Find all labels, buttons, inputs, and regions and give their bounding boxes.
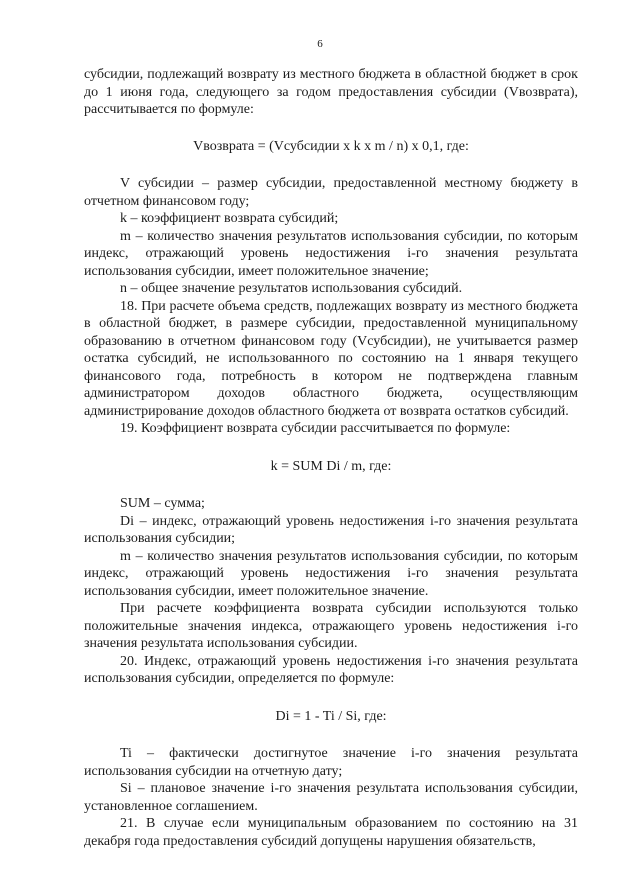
definition-vsubsidii: V субсидии – размер субсидии, предоставленной местному бюджету в отчетном финансовом году; — [84, 176, 578, 209]
definition-si: Si – плановое значение i-го значения результата использования субсидии, установленное соглашением. — [84, 781, 578, 814]
paragraph-20: 20. Индекс, отражающий уровень недостижения i-го значения результата использования субсидии, определяется по формуле: — [84, 653, 578, 686]
paragraph-19: 19. Коэффициент возврата субсидии рассчитывается по формуле: — [120, 421, 511, 436]
definition-n: n – общее значение результатов использования субсидий. — [120, 281, 463, 296]
formula-k: k = SUM Di / m, где: — [270, 458, 392, 474]
definition-ti: Ti – фактически достигнутое значение i-го значения результата использования субсидии на отчетную дату; — [84, 746, 578, 779]
formula-return: Vвозврата = (Vсубсидии х k х m / n) х 0,1, где: — [193, 138, 469, 154]
formula-di: Di = 1 - Ti / Si, где: — [275, 708, 387, 724]
definition-m: m – количество значения результатов использования субсидии, по которым индекс, отражающий уровень недостижения i-го значения результата использования субсидии, имеет положительное значение; — [84, 228, 578, 279]
paragraph-intro: субсидии, подлежащий возврату из местного бюджета в областной бюджет в срок до 1 июня года, следующего за годом предоставления субсидии (Vвозврата), рассчитывается по формуле: — [84, 67, 578, 117]
definition-m-second: m – количество значения результатов использования субсидии, по которым индекс, отражающий уровень недостижения i-го значения результата использования субсидии, имеет положительное значение. — [84, 548, 578, 599]
document-body — [84, 66, 578, 850]
page-number: 6 — [317, 38, 323, 50]
definition-sum: SUM – сумма; — [120, 496, 205, 511]
definition-k: k – коэффициент возврата субсидий; — [120, 211, 339, 226]
paragraph-calculation: При расчете коэффициента возврата субсидии используются только положительные значения индекса, отражающего уровень недостижения i-го значения результата использования субсидии. — [84, 601, 578, 651]
paragraph-21: 21. В случае если муниципальным образованием по состоянию на 31 декабря года предоставления субсидий допущены нарушения обязательств, — [84, 816, 578, 849]
definition-di: Di – индекс, отражающий уровень недостижения i-го значения результата использования субсидии; — [84, 513, 578, 546]
paragraph-18: 18. При расчете объема средств, подлежащих возврату из местного бюджета в областной бюджет, в размере субсидии, предоставленной муниципальному образованию в отчетном финансовом году (Vсубсидии), не учитывается размер остатка субсидий, не использованного по состоянию на 1 января текущего финансового года, потребность в котором не подтверждена главным администратором доходов областного бюджета, осуществляющим администрирование доходов областного бюджета от возврата остатков субсидий. — [84, 298, 578, 419]
